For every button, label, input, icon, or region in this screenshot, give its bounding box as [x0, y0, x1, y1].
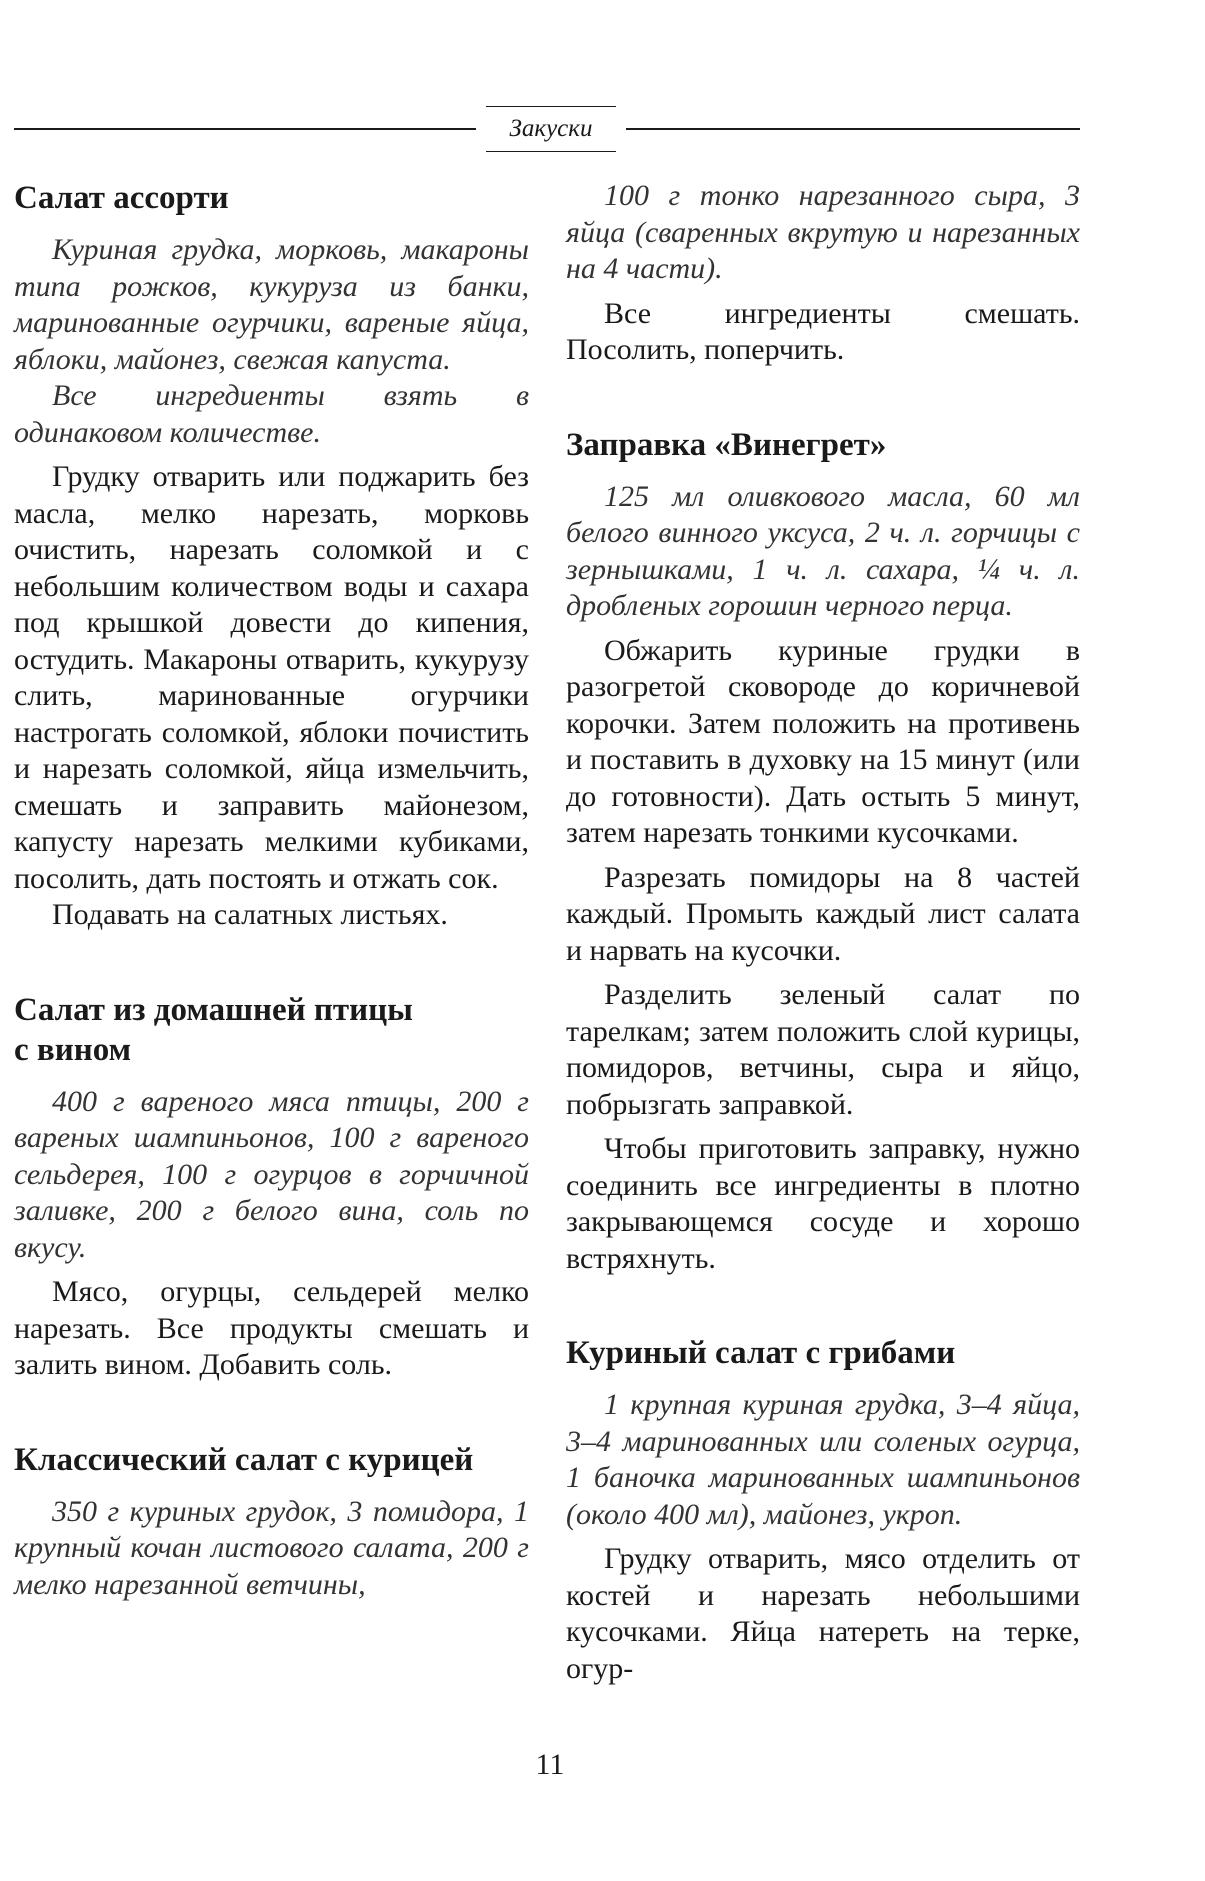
recipe-ingredients: 100 г тонко нарезанного сыра, 3 яйца (сваренных вкрутую и нарезанных на 4 части). — [566, 179, 1080, 285]
recipe-chicken-mushroom-salad — [566, 1333, 1080, 1687]
recipe-ingredients: 400 г вареного мяса птицы, 200 г вареных шампиньонов, 100 г вареного сельдерея, 100 г огурцов в горчичной заливке, 200 г белого вина, соль по вкусу. — [14, 1084, 529, 1264]
left-column — [14, 178, 529, 1603]
recipe-poultry-wine-salad — [14, 990, 529, 1384]
recipe-vinaigrette-dressing — [566, 425, 1080, 1278]
recipe-method: Мясо, огурцы, сельдерей мелко нарезать. Все продукты смешать и залить вином. Добавить соль. — [14, 1275, 529, 1381]
header-rule-left — [14, 128, 476, 130]
running-header — [14, 100, 1080, 154]
recipe-title: Классический салат с курицей — [14, 1441, 474, 1478]
recipe-method: Все ингредиенты смешать. Посолить, поперчить. — [566, 296, 1080, 366]
recipe-salad-assorti — [14, 178, 529, 934]
header-rule-right — [626, 128, 1080, 130]
recipe-ingredients: 1 крупная куриная грудка, 3–4 яйца, 3–4 маринованных или соленых огурца, 1 баночка маринованных шампиньонов (около 400 мл), майонез, укроп. — [566, 1388, 1080, 1531]
recipe-serving: Подавать на салатных листьях. — [52, 898, 448, 931]
recipe-ingredients: Куриная грудка, морковь, макароны типа рожков, кукуруза из банки, маринованные огурчики, вареные яйца, яблоки, майонез, свежая капуста. — [14, 233, 529, 376]
recipe-step: Обжарить куриные грудки в разогретой сковороде до коричневой корочки. Затем положить на противень и поставить в духовку на 15 минут (или до готовности). Дать остыть 5 минут, затем нарезать тонкими кусочками. — [566, 633, 1080, 849]
recipe-ingredients-note: Все ингредиенты взять в одинаковом количестве. — [14, 379, 529, 449]
recipe-ingredients: 350 г куриных грудок, 3 помидора, 1 крупный кочан листового салата, 200 г мелко нарезанной ветчины, — [14, 1494, 529, 1601]
recipe-step: Чтобы приготовить заправку, нужно соединить все ингредиенты в плотно закрывающемся сосуде и хорошо встряхнуть. — [566, 1132, 1080, 1275]
recipe-title: Салат ассорти — [14, 180, 229, 216]
recipe-title: Заправка «Винегрет» — [566, 426, 887, 463]
section-title: Закуски — [486, 106, 616, 152]
recipe-method: Грудку отварить, мясо отделить от костей и нарезать небольшими кусочками. Яйца натереть на терке, огур- — [566, 1542, 1080, 1685]
recipe-title: Салат из домашней птицы с вином — [14, 991, 413, 1068]
recipe-step: Разделить зеленый салат по тарелкам; затем положить слой курицы, помидоров, ветчины, сыра и яйцо, побрызгать заправкой. — [566, 978, 1080, 1121]
recipe-step: Разрезать помидоры на 8 частей каждый. Промыть каждый лист салата и нарвать на кусочки. — [566, 860, 1080, 967]
recipe-ingredients: 125 мл оливкового масла, 60 мл белого винного уксуса, 2 ч. л. горчицы с зернышками, 1 ч. л. сахара, ¼ ч. л. дробленых горошин черного перца. — [566, 479, 1080, 622]
recipe-classic-chicken-salad — [14, 1440, 529, 1604]
right-column — [566, 178, 1080, 1687]
page-number: 11 — [535, 1748, 565, 1781]
recipe-method: Грудку отварить или поджарить без масла, мелко нарезать, морковь очистить, нарезать соломкой и с небольшим количеством воды и сахара под крышкой довести до кипения, остудить. Макароны отварить, кукурузу слить, маринованные огурчики настрогать соломкой, яблоки почистить и нарезать соломкой, яйца измельчить, смешать и заправить майонезом, капусту нарезать мелкими кубиками, посолить, дать постоять и отжать сок. — [14, 460, 529, 895]
recipe-title: Куриный салат с грибами — [566, 1335, 956, 1371]
recipe-classic-chicken-salad-cont — [566, 178, 1080, 369]
